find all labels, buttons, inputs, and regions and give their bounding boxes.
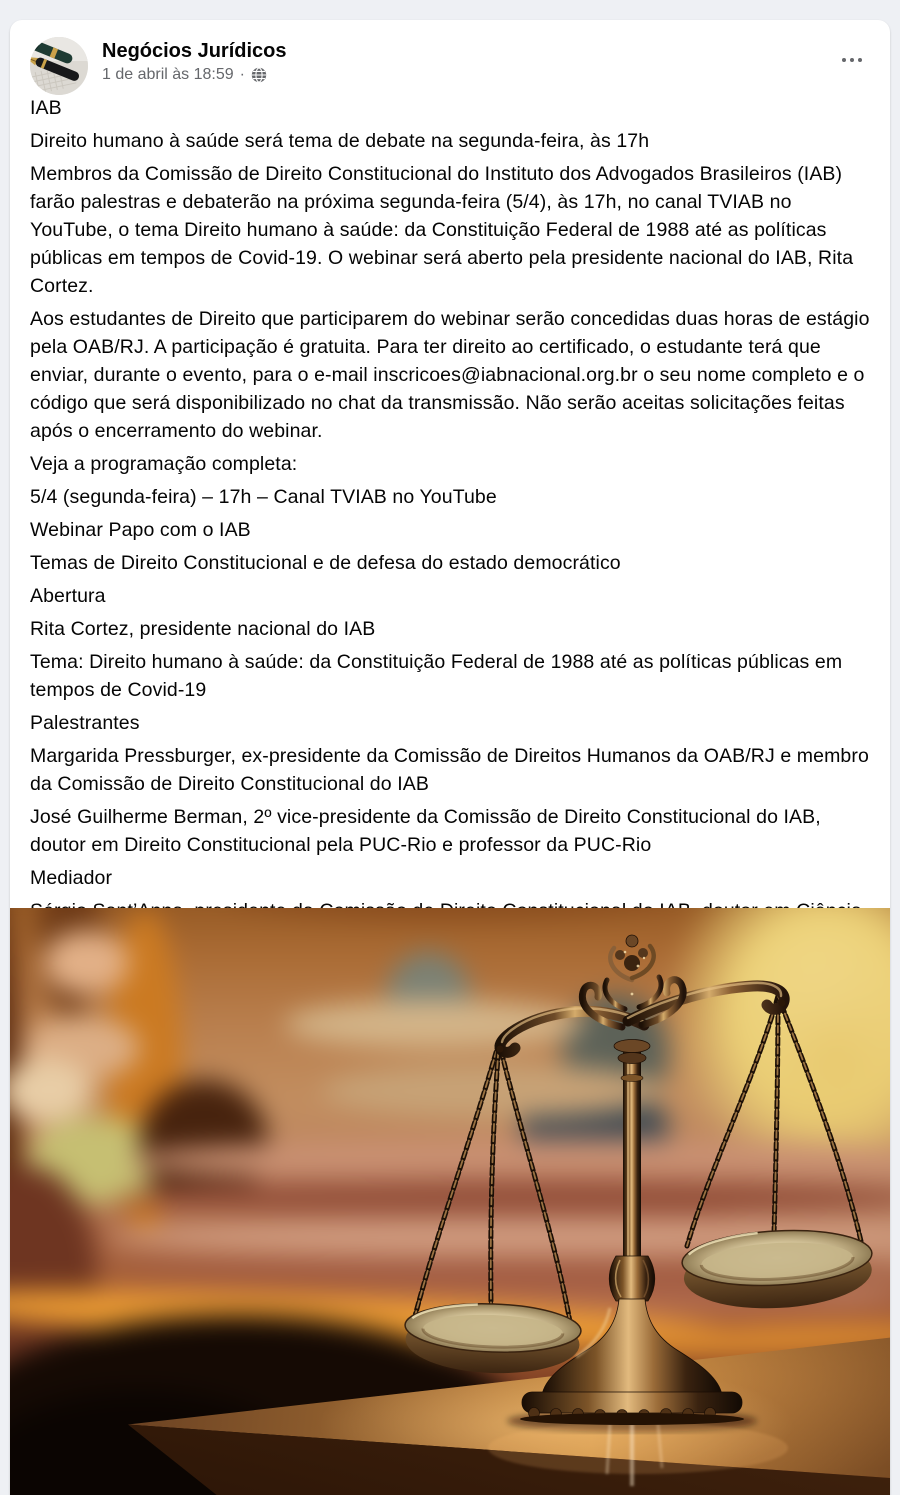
- post-menu-button[interactable]: [834, 42, 870, 78]
- fountain-pens-avatar-image: [30, 37, 88, 95]
- post-image[interactable]: [10, 908, 890, 1495]
- meta-separator: ·: [239, 66, 245, 83]
- post-paragraph: Veja a programação completa:: [30, 453, 298, 475]
- author-name[interactable]: Negócios Jurídicos: [102, 40, 287, 62]
- facebook-post-card: [10, 20, 890, 1495]
- post-paragraph: Membros da Comissão de Direito Constitucional do Instituto dos Advogados Brasileiros (IAB) farão palestras e debaterão na próxima segunda-feira (5/4), às 17h, no canal TVIAB no YouTube, o tema Direito humano à saúde: da Constituição Federal de 1988 até as políticas públicas em tempos de Covid-19. O webinar será aberto pela presidente nacional do IAB, Rita Cortez.: [30, 163, 854, 297]
- post-paragraph: Palestrantes: [30, 712, 140, 734]
- post-paragraph: Margarida Pressburger, ex-presidente da Comissão de Direitos Humanos da OAB/RJ e membro da Comissão de Direito Constitucional do IAB: [30, 745, 869, 795]
- ellipsis-icon: [842, 58, 847, 63]
- post-paragraph: Rita Cortez, presidente nacional do IAB: [30, 618, 376, 640]
- post-paragraph: IAB: [30, 97, 62, 119]
- post-paragraph: 5/4 (segunda-feira) – 17h – Canal TVIAB no YouTube: [30, 486, 497, 508]
- post-header: [10, 20, 890, 94]
- post-paragraph: Direito humano à saúde será tema de debate na segunda-feira, às 17h: [30, 130, 650, 152]
- post-meta-row[interactable]: [102, 66, 287, 84]
- post-paragraph: Abertura: [30, 585, 106, 607]
- post-paragraph: Tema: Direito humano à saúde: da Constituição Federal de 1988 até as políticas públicas em tempos de Covid-19: [30, 651, 843, 701]
- header-meta: [102, 39, 287, 84]
- post-paragraph: Webinar Papo com o IAB: [30, 519, 251, 541]
- post-text: [10, 94, 890, 958]
- globe-icon: [251, 67, 267, 83]
- post-paragraph: José Guilherme Berman, 2º vice-presidente da Comissão de Direito Constitucional do IAB, doutor em Direito Constitucional pela PUC-Rio e professor da PUC-Rio: [30, 806, 821, 856]
- post-paragraph: Temas de Direito Constitucional e de defesa do estado democrático: [30, 552, 621, 574]
- timestamp[interactable]: 1 de abril às 18:59: [102, 66, 234, 83]
- avatar[interactable]: [30, 37, 88, 95]
- post-paragraph: Mediador: [30, 867, 113, 889]
- post-paragraph: Aos estudantes de Direito que participarem do webinar serão concedidas duas horas de estágio pela OAB/RJ. A participação é gratuita. Para ter direito ao certificado, o estudante terá que enviar, durante o evento, para o e-mail inscricoes@iabnacional.org.br o seu nome completo e o código que será disponibilizado no chat da transmissão. Não serão aceitas solicitações feitas após o encerramento do webinar.: [30, 308, 870, 442]
